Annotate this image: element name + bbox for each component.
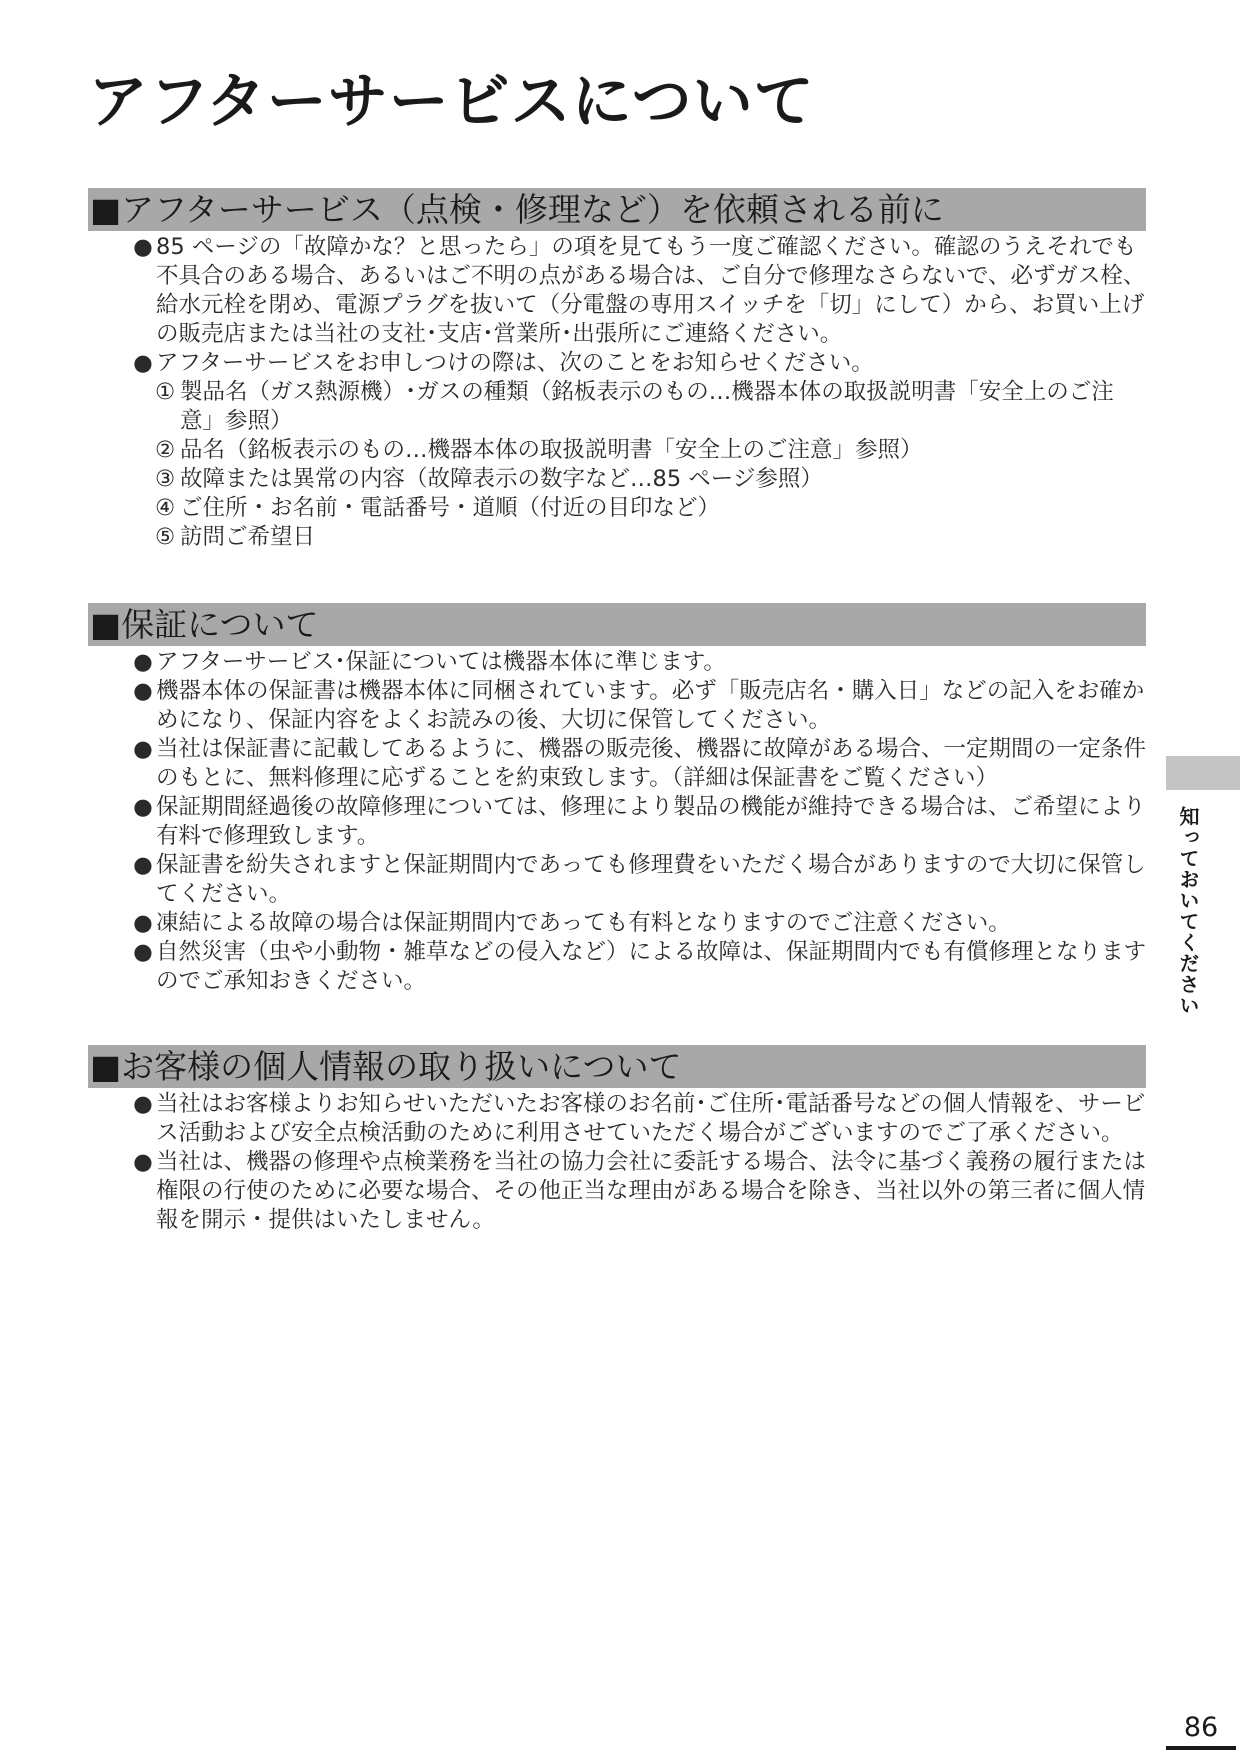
list-item	[88, 793, 1146, 851]
section-heading: ■お客様の個人情報の取り扱いについて	[88, 1045, 1146, 1088]
list-item	[88, 909, 1146, 938]
bullet-icon: ●	[133, 649, 153, 675]
list-item-text: 保証期間経過後の故障修理については、修理により製品の機能が維持できる場合は、ご希望により有料で修理致します。	[156, 794, 1146, 849]
bullet-icon: ●	[133, 794, 153, 820]
numbered-item-text: 品名（銘板表示のもの…機器本体の取扱説明書「安全上のご注意」参照）	[180, 437, 923, 463]
section-heading: ■保証について	[88, 603, 1146, 646]
bullet-icon: ●	[133, 1149, 153, 1175]
numbered-item	[88, 465, 1146, 494]
numbered-item	[88, 378, 1146, 436]
section-items	[88, 648, 1146, 996]
list-item	[88, 1148, 1146, 1235]
list-item	[88, 851, 1146, 909]
list-item-text: 凍結による故障の場合は保証期間内であっても有料となりますのでご注意ください。	[156, 910, 1011, 936]
numbered-item	[88, 494, 1146, 523]
numbered-item-text: 製品名（ガス熱源機）･ガスの種類（銘板表示のもの…機器本体の取扱説明書「安全上のご注意」参照）	[180, 379, 1114, 434]
section-items	[88, 233, 1146, 552]
bullet-icon: ●	[133, 910, 153, 936]
list-item-text: 機器本体の保証書は機器本体に同梱されています。必ず「販売店名・購入日」などの記入をお確かめになり、保証内容をよくお読みの後、大切に保管してください。	[156, 678, 1145, 733]
bullet-icon: ●	[133, 939, 153, 965]
bullet-icon: ●	[133, 1091, 153, 1117]
bullet-icon: ●	[133, 736, 153, 762]
bullet-icon: ●	[133, 350, 153, 376]
side-index-tab	[1166, 756, 1240, 790]
list-item	[88, 735, 1146, 793]
list-item	[88, 233, 1146, 349]
section-before-service-request	[88, 188, 1146, 552]
list-item-text: 当社は保証書に記載してあるように、機器の販売後、機器に故障がある場合、一定期間の一定条件のもとに、無料修理に応ずることを約束致します。（詳細は保証書をご覧ください）	[156, 736, 1147, 791]
item-number: ②	[155, 437, 176, 463]
numbered-item-text: ご住所・お名前・電話番号・道順（付近の目印など）	[180, 495, 721, 521]
item-number: ④	[155, 495, 176, 521]
list-item-text: 85 ページの「故障かな？と思ったら」の項を見てもう一度ご確認ください。確認のうえそれでも不具合のある場合、あるいはご不明の点がある場合は、ご自分で修理なさらないで、必ずガス栓、給水元栓を閉め、電源プラグを抜いて（分電盤の専用スイッチを「切」にして）から、お買い上げの販売店または当社の支社･支店･営業所･出張所にご連絡ください。	[156, 234, 1146, 347]
item-number: ③	[155, 466, 176, 492]
list-item	[88, 648, 1146, 677]
section-items	[88, 1090, 1146, 1235]
numbered-item	[88, 523, 1146, 552]
page-number: 86	[1183, 1712, 1219, 1743]
bullet-icon: ●	[133, 852, 153, 878]
list-item-text: 保証書を紛失されますと保証期間内であっても修理費をいただく場合がありますので大切に保管してください。	[156, 852, 1146, 907]
list-item-text: 当社は、機器の修理や点検業務を当社の協力会社に委託する場合、法令に基づく義務の履行または権限の行使のために必要な場合、その他正当な理由がある場合を除き、当社以外の第三者に個人情報を開示・提供はいたしません。	[156, 1149, 1147, 1233]
list-item	[88, 677, 1146, 735]
list-item	[88, 938, 1146, 996]
section-warranty	[88, 603, 1146, 996]
page-title: アフターサービスについて	[88, 67, 815, 137]
list-item-text: 自然災害（虫や小動物・雑草などの侵入など）による故障は、保証期間内でも有償修理となりますのでご承知おきください。	[156, 939, 1147, 994]
list-item-text: アフターサービスをお申しつけの際は、次のことをお知らせください。	[156, 350, 874, 376]
section-heading: ■アフターサービス（点検・修理など）を依頼される前に	[88, 188, 1146, 231]
section-personal-info	[88, 1045, 1146, 1235]
list-item-text: 当社はお客様よりお知らせいただいたお客様のお名前･ご住所･電話番号などの個人情報を、サービス活動および安全点検活動のために利用させていただく場合がございますのでご了承ください。	[156, 1091, 1146, 1146]
list-item	[88, 1090, 1146, 1148]
numbered-item	[88, 436, 1146, 465]
numbered-item-text: 故障または異常の内容（故障表示の数字など…85 ページ参照）	[180, 466, 823, 492]
page-number-rule	[1166, 1746, 1236, 1750]
numbered-item-text: 訪問ご希望日	[180, 524, 316, 550]
bullet-icon: ●	[133, 678, 153, 704]
side-index-label: 知っておいてください	[1176, 806, 1200, 1016]
item-number: ⑤	[155, 524, 176, 550]
bullet-icon: ●	[133, 234, 153, 260]
list-item	[88, 349, 1146, 378]
item-number: ①	[155, 379, 176, 405]
list-item-text: アフターサービス･保証については機器本体に準じます。	[156, 649, 726, 675]
